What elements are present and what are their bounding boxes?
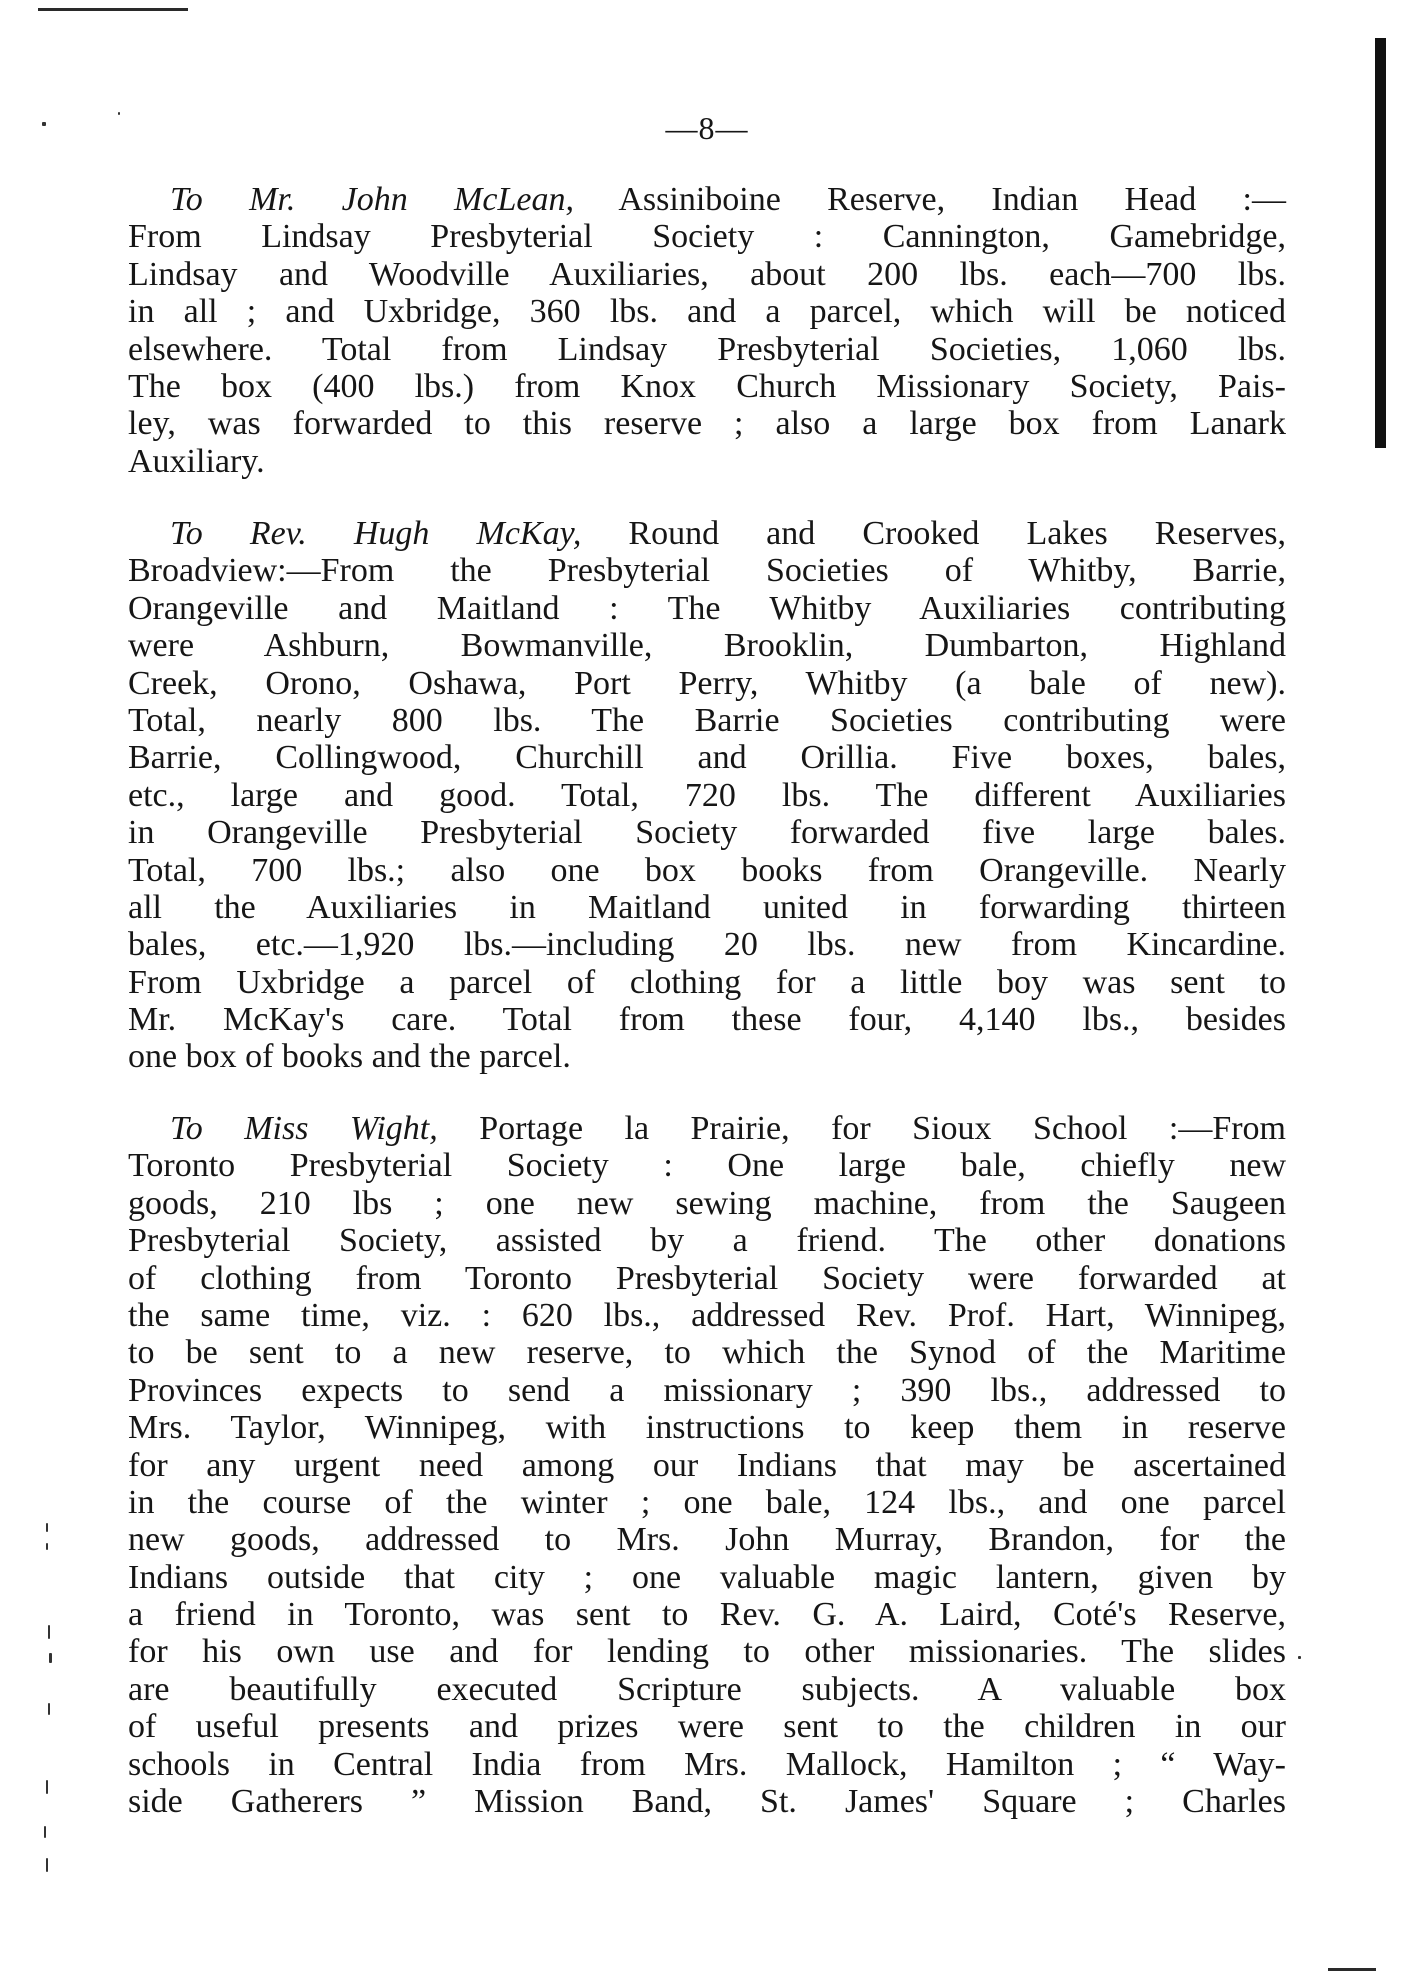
text-line: to be sent to a new reserve, to which the Synod of the Maritime <box>128 1334 1286 1372</box>
text-line <box>128 515 1286 552</box>
scan-speck <box>48 1625 50 1639</box>
scan-speck <box>46 1523 48 1532</box>
text-line: Provinces expects to send a missionary ; 390 lbs., addressed to <box>128 1371 1286 1409</box>
top-rule-mark <box>38 8 188 11</box>
text-line: new goods, addressed to Mrs. John Murray, Brandon, for the <box>128 1521 1286 1559</box>
text-line: Broadview:—From the Presbyterial Societies of Whitby, Barrie, <box>128 552 1286 590</box>
text-line: Barrie, Collingwood, Churchill and Orillia. Five boxes, bales, <box>128 739 1286 777</box>
text-line: were Ashburn, Bowmanville, Brooklin, Dumbarton, Highland <box>128 627 1286 665</box>
scan-speck <box>46 1858 48 1872</box>
text-line: Toronto Presbyterial Society : One large bale, chiefly new <box>128 1147 1286 1185</box>
text-line: a friend in Toronto, was sent to Rev. G. A. Laird, Coté's Reserve, <box>128 1596 1286 1634</box>
line-text: Portage la Prairie, for Sioux School :—From <box>437 1110 1286 1147</box>
text-line: Indians outside that city ; one valuable magic lantern, given by <box>128 1558 1286 1596</box>
text-line <box>128 1110 1286 1147</box>
text-line: Mrs. Taylor, Winnipeg, with instructions to keep them in reserve <box>128 1409 1286 1447</box>
text-line: Total, 700 lbs.; also one box books from Orangeville. Nearly <box>128 851 1286 889</box>
text-line: From Lindsay Presbyterial Society : Cannington, Gamebridge, <box>128 218 1286 256</box>
text-line: Presbyterial Society, assisted by a friend. The other donations <box>128 1222 1286 1260</box>
text-line <box>128 181 1286 218</box>
line-text: Assiniboine Reserve, Indian Head :— <box>573 181 1287 218</box>
text-line: for any urgent need among our Indians that may be ascertained <box>128 1446 1286 1484</box>
scan-speck <box>49 1653 52 1663</box>
addressee: To Miss Wight, <box>170 1110 438 1147</box>
text-line: for his own use and for lending to other missionaries. The slides <box>128 1633 1286 1671</box>
text-line: one box of books and the parcel. <box>128 1038 571 1076</box>
bottom-rule-mark <box>1328 1968 1376 1971</box>
text-line: in all ; and Uxbridge, 360 lbs. and a parcel, which will be noticed <box>128 293 1286 331</box>
addressee: To Rev. Hugh McKay, <box>170 515 582 552</box>
text-line: Total, nearly 800 lbs. The Barrie Societies contributing were <box>128 701 1286 739</box>
text-line: in the course of the winter ; one bale, 124 lbs., and one parcel <box>128 1483 1286 1521</box>
scan-speck <box>46 1780 48 1794</box>
paragraph-wight <box>128 1110 1286 1820</box>
text-line: Auxiliary. <box>128 442 265 480</box>
scan-speck <box>46 1543 48 1550</box>
paragraph-mckay <box>128 515 1286 1076</box>
text-line: Lindsay and Woodville Auxiliaries, about 200 lbs. each—700 lbs. <box>128 255 1286 293</box>
text-line: bales, etc.—1,920 lbs.—including 20 lbs. new from Kincardine. <box>128 926 1286 964</box>
text-line: The box (400 lbs.) from Knox Church Missionary Society, Pais- <box>128 367 1286 405</box>
addressee: To Mr. John McLean, <box>170 181 574 218</box>
text-line: elsewhere. Total from Lindsay Presbyterial Societies, 1,060 lbs. <box>128 330 1286 368</box>
text-line: the same time, viz. : 620 lbs., addressed Rev. Prof. Hart, Winnipeg, <box>128 1296 1286 1334</box>
text-line: ley, was forwarded to this reserve ; also a large box from Lanark <box>128 405 1286 443</box>
line-text: Round and Crooked Lakes Reserves, <box>581 515 1287 552</box>
right-edge-bar <box>1375 38 1386 448</box>
page-number: —8— <box>665 110 749 146</box>
text-line: schools in Central India from Mrs. Mallock, Hamilton ; “ Way- <box>128 1745 1286 1783</box>
text-line: etc., large and good. Total, 720 lbs. The different Auxiliaries <box>128 776 1286 814</box>
scan-speck <box>48 1703 50 1715</box>
text-line: Mr. McKay's care. Total from these four, 4,140 lbs., besides <box>128 1001 1286 1039</box>
text-line: of clothing from Toronto Presbyterial Society were forwarded at <box>128 1259 1286 1297</box>
text-line: side Gatherers ” Mission Band, St. James' Square ; Charles <box>128 1783 1286 1821</box>
text-line: From Uxbridge a parcel of clothing for a little boy was sent to <box>128 963 1286 1001</box>
scan-speck <box>1298 1656 1301 1659</box>
text-line: in Orangeville Presbyterial Society forwarded five large bales. <box>128 814 1286 852</box>
text-line: Orangeville and Maitland : The Whitby Auxiliaries contributing <box>128 589 1286 627</box>
text-line: are beautifully executed Scripture subjects. A valuable box <box>128 1670 1286 1708</box>
text-line: goods, 210 lbs ; one new sewing machine, from the Saugeen <box>128 1184 1286 1222</box>
text-line: Creek, Orono, Oshawa, Port Perry, Whitby (a bale of new). <box>128 664 1286 702</box>
text-line: of useful presents and prizes were sent to the children in our <box>128 1708 1286 1746</box>
paragraph-mclean <box>128 181 1286 480</box>
text-line: all the Auxiliaries in Maitland united in forwarding thirteen <box>128 888 1286 926</box>
scan-speck <box>44 1826 46 1838</box>
